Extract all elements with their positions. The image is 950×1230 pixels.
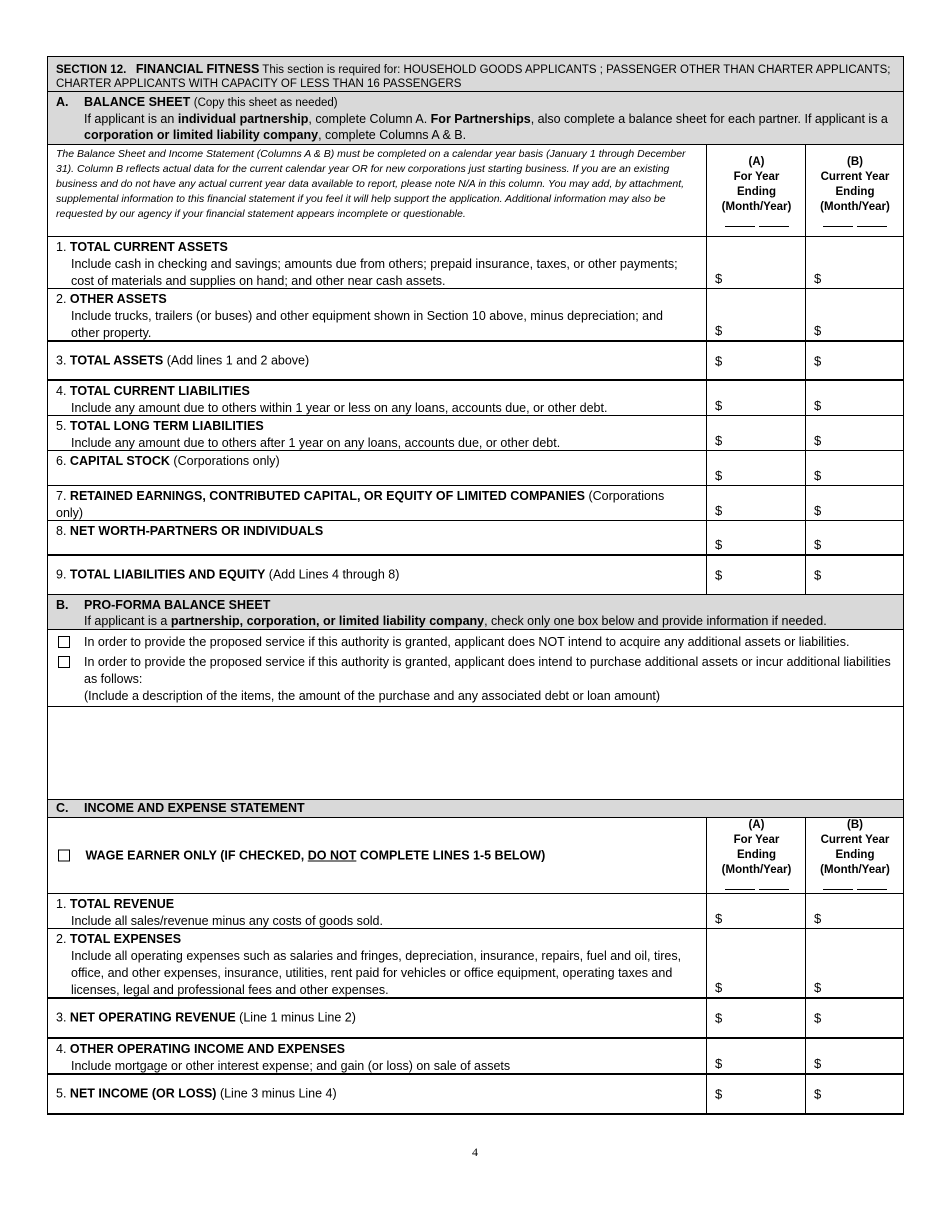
income-line-4: 4. OTHER OPERATING INCOME AND EXPENSES Include mortgage or other interest expense; and gain (or loss) on sale of assets $ $ [47, 1039, 904, 1075]
part-b-options [47, 630, 904, 707]
income-4-col-b[interactable]: $ [805, 1039, 904, 1073]
column-a-header: (A) For Year Ending (Month/Year) [706, 145, 806, 236]
income-column-b-header: (B) Current Year Ending (Month/Year) [805, 818, 904, 893]
income-5-col-b[interactable]: $ [805, 1075, 904, 1113]
section-header [47, 56, 904, 92]
month-year-blanks[interactable] [806, 880, 904, 895]
page-number: 4 [472, 1145, 478, 1159]
income-line-1: 1. TOTAL REVENUE Include all sales/revenue minus any costs of goods sold. $ $ [47, 894, 904, 929]
wage-earner-checkbox[interactable] [58, 850, 70, 862]
balance-line-7: 7. RETAINED EARNINGS, CONTRIBUTED CAPITAL, OR EQUITY OF LIMITED COMPANIES (Corporations only) $ $ [47, 486, 904, 521]
section-number: SECTION 12. [56, 64, 127, 76]
section-title: FINANCIAL FITNESS [135, 62, 260, 76]
line-6-col-b[interactable]: $ [805, 451, 904, 485]
option-1-checkbox[interactable] [58, 636, 70, 648]
part-c-header [47, 800, 904, 818]
line-6-col-a[interactable]: $ [706, 451, 806, 485]
line-3-col-a[interactable]: $ [706, 342, 806, 379]
part-b-header [47, 595, 904, 630]
line-8-col-b[interactable]: $ [805, 521, 904, 554]
month-year-blanks[interactable] [806, 217, 904, 232]
month-year-blanks[interactable] [707, 880, 806, 895]
balance-line-3: 3. TOTAL ASSETS (Add lines 1 and 2 above) $ $ [47, 342, 904, 381]
income-line-5: 5. NET INCOME (OR LOSS) (Line 3 minus Line 4) $ $ [47, 1075, 904, 1115]
line-4-col-b[interactable]: $ [805, 381, 904, 415]
income-line-3: 3. NET OPERATING REVENUE (Line 1 minus Line 2) $ $ [47, 999, 904, 1039]
month-year-blanks[interactable] [707, 217, 806, 232]
section-requirement: This section is required for: HOUSEHOLD GOODS APPLICANTS ; PASSENGER OTHER THAN CHARTER APPLICANTS; CHARTER APPLICANTS WITH CAPACITY OF LESS THAN 16 PASSENGERS [56, 64, 891, 90]
balance-line-5: 5. TOTAL LONG TERM LIABILITIES Include any amount due to others after 1 year on any loans, accounts due, or other debt. $ $ [47, 416, 904, 451]
income-5-col-a[interactable]: $ [706, 1075, 806, 1113]
part-a-letter: A. [56, 95, 69, 109]
income-4-col-a[interactable]: $ [706, 1039, 806, 1073]
financial-fitness-form [47, 56, 904, 1115]
balance-line-8: 8. NET WORTH-PARTNERS OR INDIVIDUALS $ $ [47, 521, 904, 556]
line-2-col-a[interactable]: $ [706, 289, 806, 340]
part-b-title: PRO-FORMA BALANCE SHEET [84, 598, 271, 612]
balance-line-2: 2. OTHER ASSETS Include trucks, trailers (or buses) and other equipment shown in Section 10 above, minus depreciation; and other property. $ $ [47, 289, 904, 342]
income-1-col-b[interactable]: $ [805, 894, 904, 928]
income-line-2: 2. TOTAL EXPENSES Include all operating expenses such as salaries and fringes, depreciation, insurance, repairs, fuel and oil, tires, office, and other expenses, insurance, utilities, rent paid for vehicles or office equipment, operating taxes and licenses, legal and professional fees and other expenses. $ $ [47, 929, 904, 999]
line-2-col-b[interactable]: $ [805, 289, 904, 340]
income-3-col-a[interactable]: $ [706, 999, 806, 1037]
part-a-title-note: (Copy this sheet as needed) [193, 97, 338, 109]
income-column-a-header: (A) For Year Ending (Month/Year) [706, 818, 806, 893]
income-2-col-a[interactable]: $ [706, 929, 806, 997]
income-3-col-b[interactable]: $ [805, 999, 904, 1037]
line-5-col-b[interactable]: $ [805, 416, 904, 450]
wage-earner-row [47, 818, 904, 894]
part-a-instructions: If applicant is an individual partnership, complete Column A. For Partnerships, also complete a balance sheet for each partner. If applicant is a corporation or limited liability company, complete Columns A & B. [84, 112, 888, 142]
option-no-additional-assets: In order to provide the proposed service if this authority is granted, applicant does NOT intend to acquire any additional assets or liabilities. [58, 634, 895, 651]
balance-line-6: 6. CAPITAL STOCK (Corporations only) $ $ [47, 451, 904, 486]
line-5-col-a[interactable]: $ [706, 416, 806, 450]
line-1-col-b[interactable]: $ [805, 237, 904, 288]
pro-forma-description-area[interactable] [47, 707, 904, 800]
line-4-col-a[interactable]: $ [706, 381, 806, 415]
wage-earner-label: WAGE EARNER ONLY (IF CHECKED, DO NOT COMPLETE LINES 1-5 BELOW) [85, 848, 546, 862]
balance-sheet-note: The Balance Sheet and Income Statement (Columns A & B) must be completed on a calendar year basis (January 1 through December 31). Column B reflects actual data for the current calendar year OR for new corporations just starting business. If you are an existing business and do not have any actual current year data available to report, please note N/A in this column. You may add, by attachment, supplemental information to this financial statement if you feel it will help support the application. Additional information may also be requested by our agency if your financial statement appears incomplete or questionable. [56, 148, 686, 220]
line-8-col-a[interactable]: $ [706, 521, 806, 554]
line-7-col-b[interactable]: $ [805, 486, 904, 520]
part-c-letter: C. [56, 801, 69, 815]
part-c-title: INCOME AND EXPENSE STATEMENT [84, 801, 305, 815]
part-b-instructions: If applicant is a partnership, corporation, or limited liability company, check only one box below and provide information if needed. [84, 614, 827, 628]
balance-sheet-note-row [47, 145, 904, 237]
option-2-checkbox[interactable] [58, 656, 70, 668]
part-b-letter: B. [56, 598, 69, 612]
part-a-header [47, 92, 904, 145]
line-9-col-a[interactable]: $ [706, 556, 806, 594]
balance-line-4: 4. TOTAL CURRENT LIABILITIES Include any amount due to others within 1 year or less on any loans, accounts due, or other debt. $ $ [47, 381, 904, 416]
line-3-col-b[interactable]: $ [805, 342, 904, 379]
line-7-col-a[interactable]: $ [706, 486, 806, 520]
column-b-header: (B) Current Year Ending (Month/Year) [805, 145, 904, 236]
line-9-col-b[interactable]: $ [805, 556, 904, 594]
balance-line-9: 9. TOTAL LIABILITIES AND EQUITY (Add Lines 4 through 8) $ $ [47, 556, 904, 595]
balance-line-1: 1. TOTAL CURRENT ASSETS Include cash in checking and savings; amounts due from others; prepaid insurance, taxes, or other payments; cost of materials and supplies on hand; and other near cash assets. $ $ [47, 237, 904, 289]
income-2-col-b[interactable]: $ [805, 929, 904, 997]
part-a-title: BALANCE SHEET [84, 95, 191, 109]
line-1-col-a[interactable]: $ [706, 237, 806, 288]
income-1-col-a[interactable]: $ [706, 894, 806, 928]
option-additional-assets: In order to provide the proposed service if this authority is granted, applicant does intend to purchase additional assets or incur additional liabilities as follows: (Include a description of the items, the amount of the purchase and any associated debt or loan amount) [58, 654, 895, 705]
